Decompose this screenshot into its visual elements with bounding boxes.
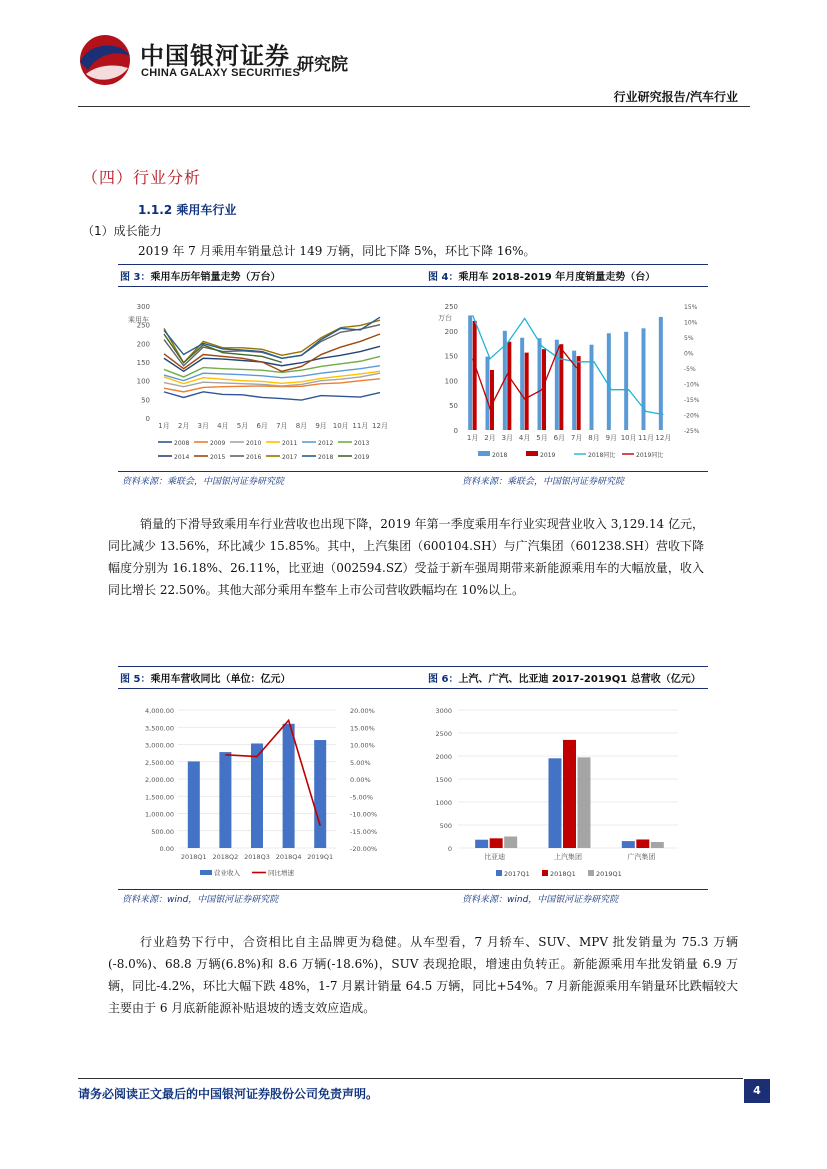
fig3-xtick-label: 6月: [256, 422, 268, 430]
fig6-bar-2019Q1: [504, 837, 517, 849]
source-rule-top: [118, 471, 708, 472]
fig5-ytick-label: 1,000.00: [145, 810, 174, 819]
fig6-title: 图 6：上汽、广汽、比亚迪 2017-2019Q1 总营收（亿元）: [428, 674, 701, 685]
fig4-ytick-label: 0: [453, 427, 458, 435]
fig3-xtick-label: 3月: [197, 422, 210, 430]
intro-paragraph: 2019 年 7 月乘用车销量总计 149 万辆，同比下降 5%，环比下降 16%。: [138, 244, 536, 258]
fig4-legend-label: 2018: [492, 452, 508, 459]
fig4-title: 图 4：乘用车 2018-2019 年月度销量走势（台）: [428, 272, 656, 283]
fig4-y2tick-label: 15%: [684, 304, 698, 311]
fig3-legend-label: 2008: [174, 440, 190, 447]
fig3-legend-label: 2012: [318, 440, 334, 447]
fig6-source: 资料来源：wind，中国银河证券研究院: [462, 895, 619, 905]
fig6-ytick-label: 500: [439, 822, 452, 830]
paragraph-revenue: 销量的下滑导致乘用车行业营收也出现下降，2019 年第一季度乘用车行业实现营业收入 3,129.14 亿元，同比减少 13.56%，环比减少 15.85%。其中，上汽集团（600104.SH）与广汽集团（601238.SH）营收下降幅度分别为 16.18%、26.11%，比亚迪（002594.SZ）受益于新车强周期带来新能源乘用车的大幅放量，收入同比增长 22.50%。其他大部分乘用车整车上市公司营收跌幅均在 10%以上。: [108, 517, 704, 597]
fig6-xtick-label: 比亚迪: [484, 853, 506, 861]
fig5-ytick-label: 4,000.00: [145, 707, 174, 715]
fig5-bar-revenue: [219, 752, 231, 848]
fig3-xtick-label: 10月: [332, 422, 349, 430]
fig6-legend-label: 2018Q1: [550, 870, 576, 878]
fig4-legend-label: 2019同比: [636, 452, 664, 459]
fig5-xtick-label: 2018Q1: [180, 853, 207, 861]
fig5-ytick-label: 2,000.00: [145, 776, 174, 784]
section-title: （四）行业分析: [82, 168, 202, 187]
fig3-source: 资料来源：乘联会，中国银河证券研究院: [122, 477, 285, 487]
fig4-bar-2019: [559, 344, 563, 430]
fig6-ytick-label: 1000: [435, 799, 452, 807]
fig4-y2tick-label: -15%: [684, 397, 700, 404]
fig4-xtick-label: 9月: [605, 434, 618, 442]
fig4-bar-2019: [490, 370, 494, 430]
institute-name: 研究院: [297, 55, 348, 75]
fig3-xtick-label: 2月: [177, 422, 190, 430]
fig5-legend-label: 营业收入: [214, 869, 240, 877]
fig6-xtick-label: 广汽集团: [627, 853, 656, 861]
fig4-source: 资料来源：乘联会，中国银河证券研究院: [462, 477, 625, 487]
fig5-bar-line-chart: [118, 698, 410, 886]
fig6-bar-2019Q1: [578, 757, 591, 848]
fig3-legend-label: 2009: [210, 440, 226, 447]
fig3-ytick-label: 100: [136, 377, 150, 386]
fig5-source: 资料来源：wind，中国银河证券研究院: [122, 895, 279, 905]
fig4-y2tick-label: -10%: [684, 381, 700, 389]
fig6-bar-2017Q1: [549, 758, 562, 848]
fig6-bar-chart: [428, 698, 688, 886]
fig5-bar-revenue: [314, 740, 326, 848]
paragraph-trend: 行业趋势下行中，合资相比自主品牌更为稳健。从车型看，7 月轿车、SUV、MPV 批发销量为 75.3 万辆(-8.0%)、68.8 万辆(6.8%)和 8.6 万辆(-18.6%)，SUV 表现抢眼，增速由负转正。新能源乘用车批发销量 6.9 万辆，同比-4.2%，环比大幅下跌 48%，1-7 月累计销量 64.5 万辆，同比+54%。7 月新能源乘用车销量环比跌幅较大主要由于 6 月底新能源补贴退坡的透支效应造成。: [108, 935, 738, 1015]
fig6-bar-2018Q1: [636, 839, 649, 848]
fig3-xtick-label: 5月: [236, 422, 249, 430]
fig4-ytick-label: 50: [449, 402, 458, 411]
fig4-y2tick-label: -25%: [684, 428, 700, 435]
fig4-ytick-label: 200: [444, 327, 458, 336]
fig4-xtick-label: 8月: [588, 434, 600, 442]
fig4-xtick-label: 10月: [620, 434, 637, 442]
fig4-bar-2019: [525, 353, 529, 430]
fig4-legend-swatch: [478, 451, 490, 456]
fig3-line-chart: [118, 296, 392, 468]
fig5-bar-revenue: [251, 743, 263, 848]
fig4-legend-label: 2018同比: [588, 452, 616, 459]
fig6-legend-label: 2019Q1: [596, 870, 622, 878]
fig5-y2tick-label: 0.00%: [350, 776, 371, 784]
fig6-bar-2018Q1: [490, 838, 503, 848]
fig3-legend-label: 2018: [318, 454, 334, 461]
fig3-legend-label: 2016: [246, 454, 262, 461]
report-tag: 行业研究报告/汽车行业: [613, 90, 738, 104]
fig6-legend-swatch: [542, 870, 548, 876]
fig6-legend-swatch: [496, 870, 502, 876]
galaxy-logo-icon: [76, 34, 134, 86]
fig4-legend-label: 2019: [540, 452, 556, 459]
fig4-xtick-label: 11月: [638, 434, 654, 442]
fig5-xtick-label: 2018Q2: [212, 853, 239, 861]
fig3-legend-label: 2017: [282, 454, 298, 461]
fig5-y2tick-label: -15.00%: [350, 827, 378, 836]
fig3-ytick-label: 150: [136, 359, 150, 367]
fig5-legend-label: 同比增速: [268, 869, 294, 877]
fig4-bar-2019: [473, 321, 477, 430]
fig3-xtick-label: 7月: [276, 422, 288, 430]
fig3-xtick-label: 1月: [158, 422, 170, 430]
fig6-legend-label: 2017Q1: [504, 870, 530, 878]
fig6-xtick-label: 上汽集团: [554, 853, 582, 861]
fig4-bar-2018: [486, 357, 490, 430]
fig4-bar-2018: [607, 333, 611, 430]
fig4-ylabel: 万台: [438, 314, 452, 322]
fig5-y2tick-label: 5.00%: [350, 758, 371, 767]
fig4-xtick-label: 12月: [655, 434, 672, 442]
fig6-ytick-label: 2000: [435, 753, 452, 761]
fig4-bar-2018: [538, 338, 542, 430]
fig6-bar-2018Q1: [563, 740, 576, 848]
fig3-xtick-label: 11月: [352, 422, 369, 430]
fig6-bar-2019Q1: [651, 842, 664, 848]
fig6-ytick-label: 3000: [435, 707, 452, 715]
fig3-legend-label: 2013: [354, 440, 370, 447]
fig4-y2tick-label: 10%: [684, 319, 698, 327]
fig5-y2tick-label: 10.00%: [350, 741, 375, 750]
fig5-y2tick-label: -5.00%: [350, 793, 373, 802]
fig3-legend-label: 2011: [282, 440, 298, 447]
fig4-bar-line-chart: [432, 296, 708, 468]
fig3-ytick-label: 0: [145, 415, 150, 423]
fig3-title: 图 3：乘用车历年销量走势（万台）: [120, 272, 281, 283]
fig6-ytick-label: 0: [447, 845, 452, 853]
source-rule-bottom: [118, 889, 708, 890]
fig3-ytick-label: 300: [136, 303, 150, 311]
fig4-xtick-label: 7月: [570, 434, 583, 442]
fig5-xtick-label: 2018Q3: [244, 853, 270, 861]
fig5-y2tick-label: -10.00%: [350, 810, 378, 819]
fig4-bar-2018: [624, 332, 628, 430]
company-name-cn: 中国银河证券: [140, 42, 290, 70]
fig3-legend-label: 2015: [210, 454, 226, 461]
item-heading: （1）成长能力: [82, 224, 162, 238]
fig4-y2tick-label: 0%: [684, 350, 694, 358]
fig3-xtick-label: 12月: [372, 422, 388, 430]
fig6-legend-swatch: [588, 870, 594, 876]
fig3-xtick-label: 9月: [315, 422, 327, 430]
company-name-en: CHINA GALAXY SECURITIES: [141, 67, 301, 79]
fig4-y2tick-label: -20%: [684, 412, 700, 420]
fig4-y2tick-label: 5%: [684, 335, 694, 342]
fig3-legend-label: 2014: [174, 454, 190, 461]
fig5-ytick-label: 0.00: [159, 845, 174, 853]
fig4-xtick-label: 2月: [484, 434, 496, 442]
fig5-bar-revenue: [283, 724, 295, 848]
fig5-legend-swatch: [200, 870, 212, 875]
fig4-xtick-label: 5月: [536, 434, 548, 442]
fig5-bar-revenue: [188, 761, 200, 848]
footer-rule: [78, 1078, 743, 1079]
fig5-ytick-label: 2,500.00: [145, 758, 174, 767]
fig4-bar-2018: [520, 338, 524, 430]
fig3-xtick-label: 8月: [295, 422, 308, 430]
fig3-ytick-label: 50: [141, 396, 150, 405]
fig4-y2tick-label: -5%: [684, 366, 696, 373]
header-rule: [78, 106, 750, 107]
fig5-ytick-label: 3,000.00: [145, 741, 174, 750]
fig3-ylabel: 乘用车: [128, 316, 149, 324]
fig4-xtick-label: 3月: [501, 434, 514, 442]
fig4-line-2018同比: [473, 315, 664, 414]
fig4-bar-2018: [590, 345, 594, 430]
fig5-y2tick-label: -20.00%: [350, 845, 378, 853]
fig3-series-line-2008: [164, 392, 380, 400]
fig4-ytick-label: 150: [444, 352, 458, 361]
fig6-ytick-label: 1500: [435, 776, 452, 784]
fig4-legend-swatch: [526, 451, 538, 456]
fig4-bar-2019: [507, 342, 511, 430]
fig5-title: 图 5：乘用车营收同比（单位：亿元）: [120, 674, 291, 685]
fig6-bar-2017Q1: [475, 840, 488, 848]
footer-disclaimer: 请务必阅读正文最后的中国银河证券股份公司免责声明。: [78, 1087, 379, 1101]
fig3-xtick-label: 4月: [217, 422, 229, 430]
fig5-ytick-label: 500.00: [151, 827, 174, 836]
fig3-ytick-label: 250: [136, 321, 150, 330]
fig5-y2tick-label: 20.00%: [350, 707, 375, 715]
fig4-bar-2018: [642, 328, 646, 430]
fig3-series-line-2017: [164, 320, 380, 363]
fig4-ytick-label: 250: [444, 303, 458, 311]
fig3-legend-label: 2010: [246, 440, 262, 447]
fig5-xtick-label: 2018Q4: [275, 853, 302, 861]
fig4-xtick-label: 1月: [466, 434, 479, 442]
fig3-legend-label: 2019: [354, 454, 370, 461]
fig6-ytick-label: 2500: [435, 730, 452, 738]
fig5-ytick-label: 3,500.00: [145, 724, 174, 733]
fig3-ytick-label: 200: [136, 340, 150, 349]
fig4-xtick-label: 6月: [553, 434, 566, 442]
fig6-bar-2017Q1: [622, 841, 635, 848]
fig4-bar-2018: [468, 315, 472, 430]
fig4-ytick-label: 100: [444, 377, 458, 386]
fig5-y2tick-label: 15.00%: [350, 724, 375, 733]
fig4-bar-2019: [577, 356, 581, 430]
fig5-xtick-label: 2019Q1: [307, 853, 334, 861]
section-subtitle: 1.1.2 乘用车行业: [138, 203, 237, 217]
fig4-xtick-label: 4月: [518, 434, 531, 442]
fig4-bar-2018: [659, 317, 663, 430]
fig5-line-growth: [225, 720, 320, 825]
page-number: 4: [744, 1079, 770, 1103]
fig5-ytick-label: 1,500.00: [145, 793, 174, 802]
